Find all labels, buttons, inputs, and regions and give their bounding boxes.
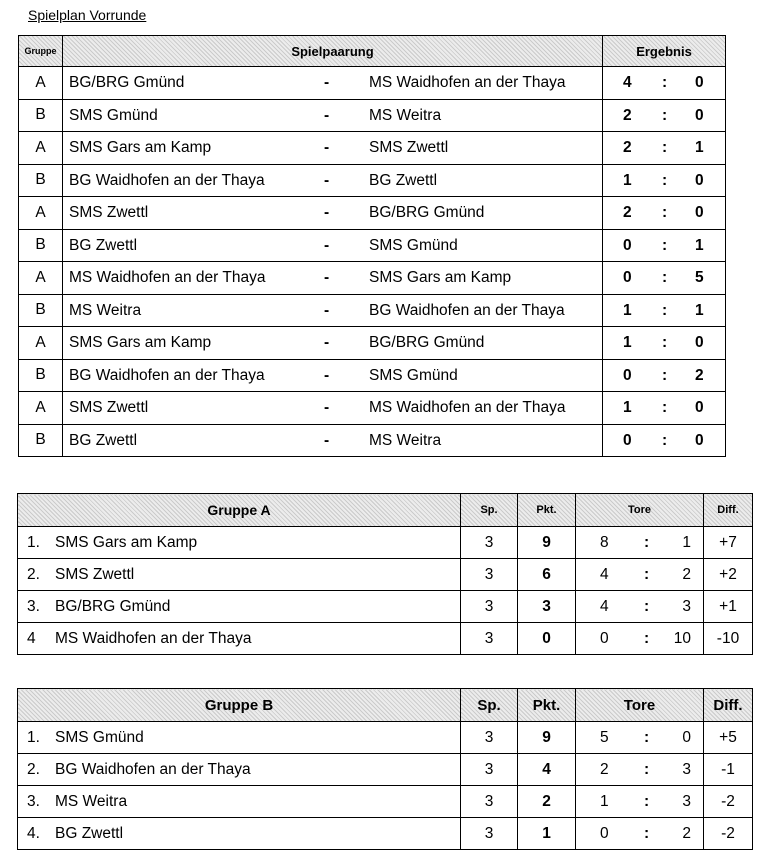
match-row — [19, 229, 726, 262]
home-team: SMS Zwettl — [69, 204, 149, 221]
played-column-header: Sp. — [461, 494, 518, 527]
team-name: BG Waidhofen an der Thaya — [55, 761, 251, 778]
goals-for: 0 — [600, 630, 609, 647]
match-pairing — [63, 229, 603, 262]
match-pairing — [63, 424, 603, 457]
match-pairing — [63, 392, 603, 425]
goals-against: 0 — [682, 729, 691, 746]
away-score: 0 — [695, 399, 704, 416]
score-colon: : — [662, 431, 668, 449]
match-row — [19, 359, 726, 392]
match-group: B — [19, 424, 63, 457]
match-row — [19, 99, 726, 132]
match-group: B — [19, 294, 63, 327]
home-score: 0 — [623, 431, 632, 449]
match-separator: - — [324, 106, 330, 124]
standings-team-cell — [18, 754, 461, 786]
home-score: 4 — [623, 74, 632, 91]
pairing-column-header: Spielpaarung — [63, 36, 603, 67]
team-points: 3 — [518, 591, 576, 623]
match-pairing — [63, 132, 603, 165]
goal-difference: +5 — [704, 722, 753, 754]
match-separator: - — [324, 431, 330, 449]
goal-difference: -1 — [704, 754, 753, 786]
match-row — [19, 294, 726, 327]
away-team: BG/BRG Gmünd — [369, 334, 485, 351]
home-team: BG Waidhofen an der Thaya — [69, 366, 265, 384]
group-column-header: Gruppe — [19, 36, 63, 67]
home-team: MS Waidhofen an der Thaya — [69, 269, 266, 286]
score-colon: : — [662, 74, 668, 91]
match-group: B — [19, 229, 63, 262]
team-goals — [576, 722, 704, 754]
home-team: SMS Zwettl — [69, 399, 149, 416]
match-pairing — [63, 99, 603, 132]
away-score: 5 — [695, 269, 704, 286]
away-team: MS Weitra — [369, 106, 442, 124]
away-score: 1 — [695, 301, 704, 319]
team-points: 2 — [518, 786, 576, 818]
schedule-body — [19, 67, 726, 457]
goal-difference: -10 — [704, 623, 753, 655]
away-team: MS Weitra — [369, 431, 442, 449]
team-name: MS Weitra — [55, 793, 128, 810]
away-team: BG Waidhofen an der Thaya — [369, 301, 565, 319]
match-separator: - — [324, 399, 330, 416]
score-colon: : — [662, 269, 668, 286]
match-row — [19, 132, 726, 165]
score-colon: : — [662, 399, 668, 416]
match-result — [603, 262, 726, 295]
goals-column-header: Tore — [576, 689, 704, 722]
match-result — [603, 99, 726, 132]
games-played: 3 — [461, 591, 518, 623]
goals-against: 1 — [682, 534, 691, 551]
match-separator: - — [324, 139, 330, 156]
goals-for: 8 — [600, 534, 609, 551]
goals-for: 1 — [600, 793, 609, 810]
match-group: A — [19, 197, 63, 230]
goal-difference: +7 — [704, 527, 753, 559]
match-result — [603, 424, 726, 457]
team-goals — [576, 818, 704, 850]
standings-team-cell — [18, 818, 461, 850]
match-pairing — [63, 294, 603, 327]
home-team: BG Waidhofen an der Thaya — [69, 171, 265, 189]
match-result — [603, 67, 726, 100]
match-pairing — [63, 164, 603, 197]
goals-for: 4 — [600, 598, 609, 615]
goals-for: 0 — [600, 825, 609, 842]
goal-difference: +2 — [704, 559, 753, 591]
team-points: 1 — [518, 818, 576, 850]
team-name: SMS Gars am Kamp — [55, 534, 198, 551]
match-result — [603, 327, 726, 360]
away-team: SMS Gmünd — [369, 236, 458, 254]
match-pairing — [63, 327, 603, 360]
team-name: SMS Gmünd — [55, 729, 144, 746]
goals-colon: : — [644, 793, 650, 810]
games-played: 3 — [461, 754, 518, 786]
goals-against: 3 — [682, 761, 691, 778]
away-score: 1 — [695, 236, 704, 254]
away-score: 0 — [695, 431, 704, 449]
games-played: 3 — [461, 722, 518, 754]
team-rank: 2. — [27, 761, 40, 778]
away-score: 1 — [695, 139, 704, 156]
match-separator: - — [324, 74, 330, 91]
team-rank: 4. — [27, 825, 40, 842]
home-score: 1 — [623, 171, 632, 189]
home-score: 2 — [623, 204, 632, 221]
games-played: 3 — [461, 786, 518, 818]
home-team: BG Zwettl — [69, 431, 138, 449]
score-colon: : — [662, 106, 668, 124]
team-rank: 1. — [27, 729, 40, 746]
diff-column-header: Diff. — [704, 494, 753, 527]
goals-for: 5 — [600, 729, 609, 746]
away-score: 0 — [695, 204, 704, 221]
team-name: BG/BRG Gmünd — [55, 598, 171, 615]
team-name: BG Zwettl — [55, 825, 124, 842]
standings-row — [18, 559, 753, 591]
match-row — [19, 164, 726, 197]
home-score: 0 — [623, 366, 632, 384]
standings-team-cell — [18, 786, 461, 818]
standings-group-b-body — [18, 722, 753, 850]
schedule-table — [18, 35, 726, 457]
match-pairing — [63, 359, 603, 392]
match-group: B — [19, 164, 63, 197]
goals-colon: : — [644, 761, 650, 778]
goals-for: 4 — [600, 566, 609, 583]
group-a-title: Gruppe A — [18, 494, 461, 527]
match-separator: - — [324, 236, 330, 254]
page-title: Spielplan Vorrunde — [28, 7, 147, 23]
goals-colon: : — [644, 598, 650, 615]
points-column-header: Pkt. — [518, 494, 576, 527]
team-points: 9 — [518, 527, 576, 559]
match-result — [603, 359, 726, 392]
games-played: 3 — [461, 623, 518, 655]
match-separator: - — [324, 301, 330, 319]
match-separator: - — [324, 171, 330, 189]
team-rank: 3. — [27, 793, 40, 810]
home-score: 1 — [623, 399, 632, 416]
games-played: 3 — [461, 559, 518, 591]
goals-against: 2 — [682, 566, 691, 583]
result-column-header: Ergebnis — [603, 36, 726, 67]
match-group: A — [19, 67, 63, 100]
home-team: BG/BRG Gmünd — [69, 74, 185, 91]
team-rank: 1. — [27, 534, 40, 551]
home-score: 0 — [623, 236, 632, 254]
home-score: 2 — [623, 139, 632, 156]
match-result — [603, 392, 726, 425]
played-column-header: Sp. — [461, 689, 518, 722]
match-row — [19, 197, 726, 230]
goal-difference: +1 — [704, 591, 753, 623]
standings-row — [18, 754, 753, 786]
match-result — [603, 294, 726, 327]
standings-row — [18, 786, 753, 818]
away-score: 0 — [695, 334, 704, 351]
goal-difference: -2 — [704, 786, 753, 818]
away-team: BG/BRG Gmünd — [369, 204, 485, 221]
team-name: SMS Zwettl — [55, 566, 135, 583]
team-rank: 4 — [27, 630, 36, 647]
home-team: MS Weitra — [69, 301, 142, 319]
goals-against: 3 — [682, 598, 691, 615]
away-score: 0 — [695, 74, 704, 91]
standings-row — [18, 591, 753, 623]
away-team: MS Waidhofen an der Thaya — [369, 74, 566, 91]
standings-team-cell — [18, 591, 461, 623]
standings-team-cell — [18, 527, 461, 559]
home-team: SMS Gars am Kamp — [69, 139, 212, 156]
standings-group-a-body — [18, 527, 753, 655]
standings-row — [18, 527, 753, 559]
score-colon: : — [662, 204, 668, 221]
away-team: BG Zwettl — [369, 171, 438, 189]
match-group: A — [19, 392, 63, 425]
standings-team-cell — [18, 559, 461, 591]
away-score: 0 — [695, 171, 704, 189]
match-group: A — [19, 327, 63, 360]
home-score: 0 — [623, 269, 632, 286]
match-pairing — [63, 197, 603, 230]
away-score: 2 — [695, 366, 704, 384]
score-colon: : — [662, 334, 668, 351]
goals-against: 2 — [682, 825, 691, 842]
standings-group-a-table — [17, 493, 753, 655]
games-played: 3 — [461, 818, 518, 850]
standings-row — [18, 818, 753, 850]
match-separator: - — [324, 204, 330, 221]
home-score: 1 — [623, 334, 632, 351]
team-name: MS Waidhofen an der Thaya — [55, 630, 252, 647]
team-goals — [576, 527, 704, 559]
standings-team-cell — [18, 722, 461, 754]
match-group: B — [19, 99, 63, 132]
score-colon: : — [662, 236, 668, 254]
team-goals — [576, 559, 704, 591]
diff-column-header: Diff. — [704, 689, 753, 722]
match-group: A — [19, 132, 63, 165]
match-pairing — [63, 262, 603, 295]
team-points: 6 — [518, 559, 576, 591]
games-played: 3 — [461, 527, 518, 559]
schedule-header-row — [19, 36, 726, 67]
team-points: 9 — [518, 722, 576, 754]
team-rank: 2. — [27, 566, 40, 583]
points-column-header: Pkt. — [518, 689, 576, 722]
match-row — [19, 424, 726, 457]
home-score: 1 — [623, 301, 632, 319]
away-score: 0 — [695, 106, 704, 124]
away-team: SMS Zwettl — [369, 139, 449, 156]
home-team: BG Zwettl — [69, 236, 138, 254]
home-team: SMS Gmünd — [69, 106, 158, 124]
match-separator: - — [324, 366, 330, 384]
away-team: SMS Gmünd — [369, 366, 458, 384]
team-goals — [576, 623, 704, 655]
match-result — [603, 197, 726, 230]
standings-row — [18, 623, 753, 655]
standings-row — [18, 722, 753, 754]
team-goals — [576, 754, 704, 786]
match-result — [603, 132, 726, 165]
standings-group-b-table — [17, 688, 753, 850]
standings-header-row — [18, 494, 753, 527]
standings-header-row — [18, 689, 753, 722]
match-result — [603, 229, 726, 262]
goals-column-header: Tore — [576, 494, 704, 527]
match-group: B — [19, 359, 63, 392]
goals-colon: : — [644, 630, 650, 647]
match-row — [19, 327, 726, 360]
match-row — [19, 67, 726, 100]
team-rank: 3. — [27, 598, 40, 615]
match-pairing — [63, 67, 603, 100]
match-separator: - — [324, 269, 330, 286]
goals-colon: : — [644, 566, 650, 583]
match-row — [19, 392, 726, 425]
group-b-title: Gruppe B — [18, 689, 461, 722]
goals-against: 10 — [673, 630, 691, 647]
score-colon: : — [662, 301, 668, 319]
team-goals — [576, 591, 704, 623]
home-score: 2 — [623, 106, 632, 124]
goals-colon: : — [644, 729, 650, 746]
team-goals — [576, 786, 704, 818]
goals-against: 3 — [682, 793, 691, 810]
score-colon: : — [662, 139, 668, 156]
match-result — [603, 164, 726, 197]
score-colon: : — [662, 171, 668, 189]
goals-colon: : — [644, 825, 650, 842]
score-colon: : — [662, 366, 668, 384]
team-points: 0 — [518, 623, 576, 655]
standings-team-cell — [18, 623, 461, 655]
goals-colon: : — [644, 534, 650, 551]
match-separator: - — [324, 334, 330, 351]
team-points: 4 — [518, 754, 576, 786]
match-group: A — [19, 262, 63, 295]
match-row — [19, 262, 726, 295]
goals-for: 2 — [600, 761, 609, 778]
goal-difference: -2 — [704, 818, 753, 850]
away-team: MS Waidhofen an der Thaya — [369, 399, 566, 416]
away-team: SMS Gars am Kamp — [369, 269, 512, 286]
home-team: SMS Gars am Kamp — [69, 334, 212, 351]
